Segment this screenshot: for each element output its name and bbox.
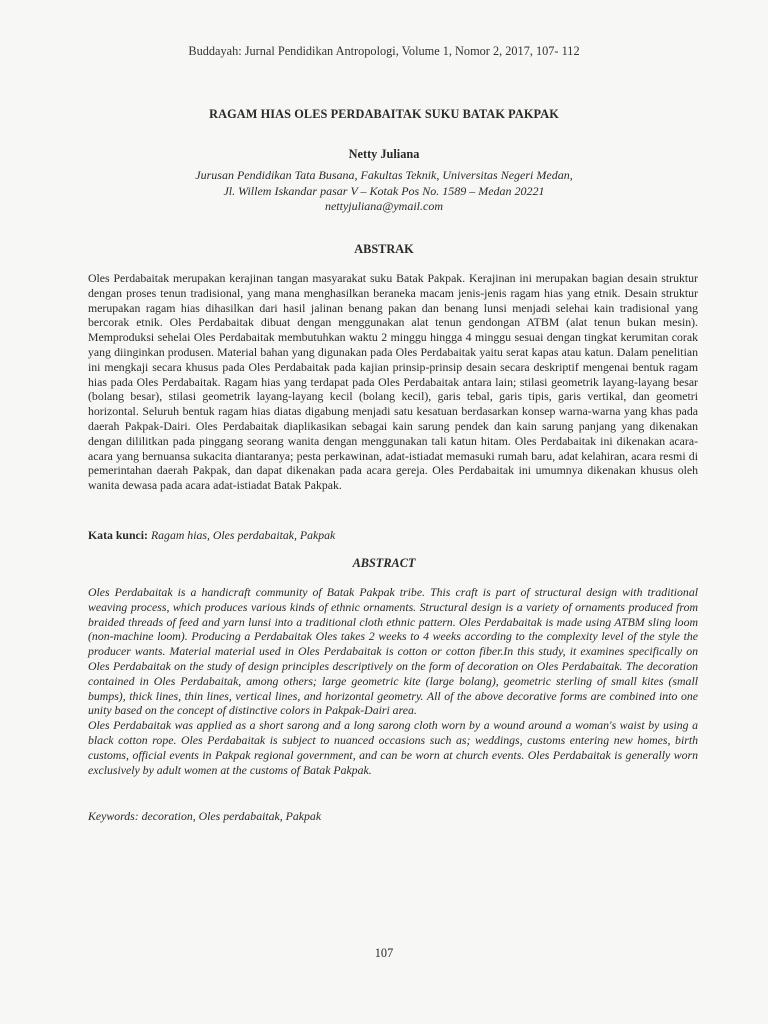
keywords: Keywords: decoration, Oles perdabaitak, Pakpak xyxy=(88,809,322,823)
kata-kunci-label: Kata kunci: xyxy=(88,528,148,542)
abstract-paragraph-2: Oles Perdabaitak was applied as a short sarong and a long sarong cloth worn by a wound around a woman's waist by using a black cotton rope. Oles Perdabaitak is subject to nuanced occasions such as; weddings, customs entering new homes, birth customs, official events in Pakpak regional government, and can be worn at church events. Oles Perdabaitak is generally worn exclusively by adult women at the customs of Batak Pakpak. xyxy=(88,718,698,777)
kata-kunci-terms: Ragam hias, Oles perdabaitak, Pakpak xyxy=(150,528,336,542)
abstrak-heading: ABSTRAK xyxy=(354,242,414,256)
author-email: nettyjuliana@ymail.com xyxy=(324,199,443,213)
abstract-heading: ABSTRACT xyxy=(352,556,416,570)
abstract-body xyxy=(88,585,698,777)
affiliation-line-2: Jl. Willem Iskandar pasar V – Kotak Pos No. 1589 – Medan 20221 xyxy=(223,183,545,198)
running-head: Buddayah: Jurnal Pendidikan Antropologi, Volume 1, Nomor 2, 2017, 107- 112 xyxy=(188,44,580,58)
abstrak-body: Oles Perdabaitak merupakan kerajinan tangan masyarakat suku Batak Pakpak. Kerajinan ini merupakan bagian desain struktur dengan proses tenun tradisional, yang mana menghasilkan beraneka macam jenis-jenis ragam hias yang etnik. Desain struktur merupakan ragam hias dihasilkan dari hasil jalinan benang pakan dan benang lunsi menjadi selehai kain tradisional yang bercorak etnik. Oles Perdabaitak dibuat dengan menggunakan alat tenun gendongan ATBM (alat tenun bukan mesin). Memproduksi sehelai Oles Perdabaitak membutuhkan waktu 2 minggu hingga 4 minggu sesuai dengan tingkat kerumitan corak yang diinginkan produsen. Material bahan yang digunakan pada Oles Perdabaitak yaitu serat kapas atau katun. Dalam penelitian ini mengkaji secara khusus pada Oles Perdabaitak pada kajian prinsip-prinsip desain secara deskriptif mengenai bentuk ragam hias pada Oles Perdabaitak. Ragam hias yang terdapat pada Oles Perdabaitak antara lain; stilasi geometrik layang-layang besar (bolang besar), stilasi geometrik layang-layang kecil (bolang kecil), garis tebal, garis tipis, garis vertikal, dan geometri horizontal. Seluruh bentuk ragam hias diatas digabung menjadi satu kesatuan berdasarkan konsep warna-warna yang khas pada daerah Pakpak-Dairi. Oles Perdabaitak diaplikasikan sebagai kain sarung pendek dan kain sarung panjang yang dikenakan dengan dililitkan pada pinggang seorang wanita dengan menggunakan tali katun hitam. Oles Perdabaitak ini dikenakan acara-acara yang bernuansa sukacita diantaranya; pesta perkawinan, adat-istiadat memasuki rumah baru, adat kelahiran, acara resmi di pemerintahan daerah Pakpak, dan dapat dikenakan pada acara gereja. Oles Perdabaitak ini umumnya dikenakan khusus oleh wanita dewasa pada acara adat-istiadat Batak Pakpak. xyxy=(88,271,698,493)
abstract-paragraph-1: Oles Perdabaitak is a handicraft community of Batak Pakpak tribe. This craft is part of structural design with traditional weaving process, which produces various kinds of ethnic ornaments. Structural design is a variety of ornaments produced from braided threads of feed and yarn lunsi into a traditional cloth ethnic pattern. Oles Perdabaitak is made using ATBM sling loom (non-machine loom). Producing a Perdabaitak Oles takes 2 weeks to 4 weeks according to the complexity level of the style the producer wants. Material material used in Oles Perdabaitak is cotton or cotton fiber.In this study, it examines specifically on Oles Perdabaitak on the study of design principles descriptively on the form of decoration on Oles Perdabaitak. The decoration contained in Oles Perdabaitak, among others; large geometric kite (large bolang), geometric sterling of small kites (small bumps), thick lines, thin lines, vertical lines, and horizontal geometry. All of the above decorative forms are combined into one unity based on the concept of distinctive colors in Pakpak-Dairi area. xyxy=(88,585,698,718)
page-number: 107 xyxy=(374,946,394,960)
paper-title: RAGAM HIAS OLES PERDABAITAK SUKU BATAK PAKPAK xyxy=(209,107,559,121)
affiliation-line-1: Jurusan Pendidikan Tata Busana, Fakultas Teknik, Universitas Negeri Medan, xyxy=(195,168,573,182)
kata-kunci xyxy=(88,528,698,543)
author-affiliation xyxy=(0,168,768,215)
author-name: Netty Juliana xyxy=(348,147,420,161)
